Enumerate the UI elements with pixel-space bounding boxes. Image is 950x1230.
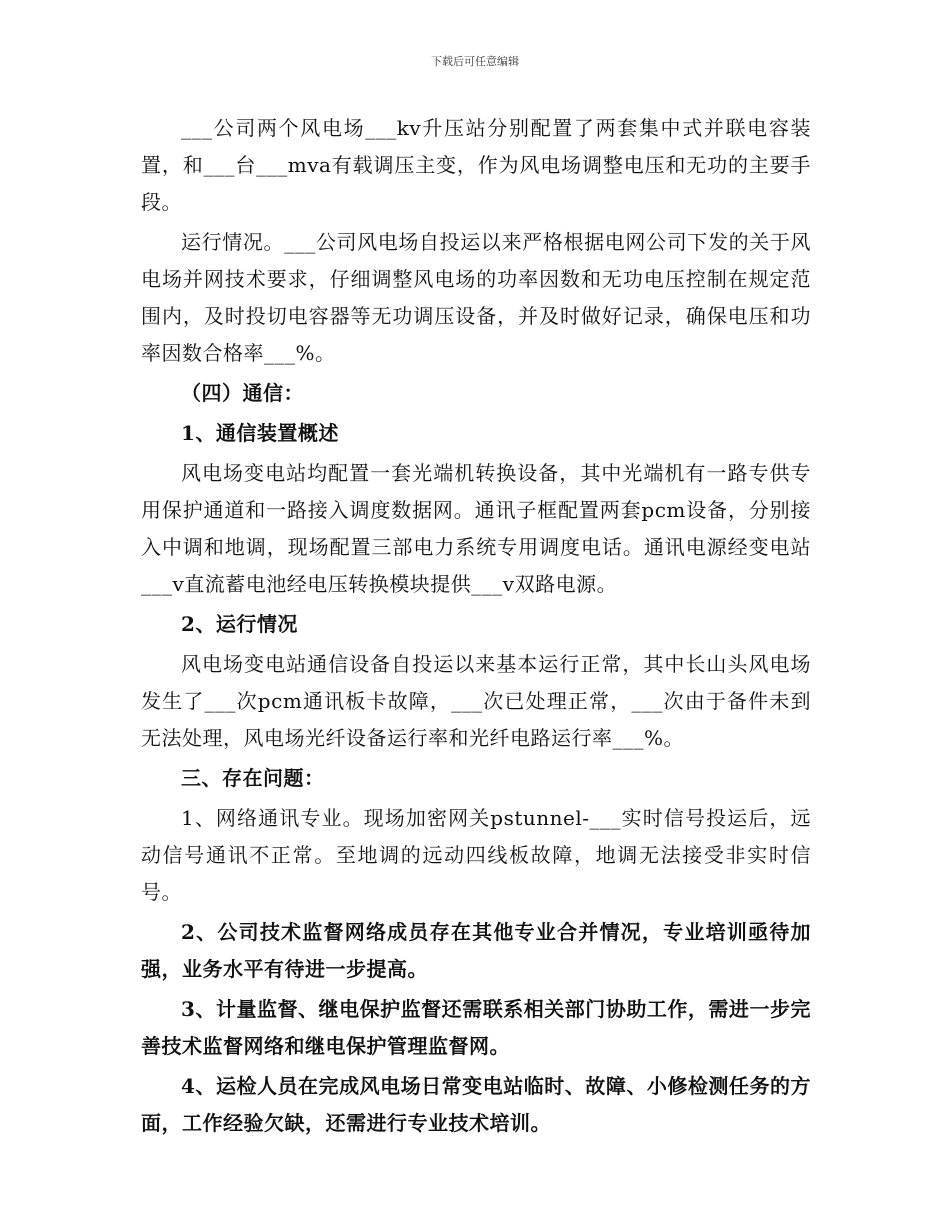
section-heading-communication: （四）通信： [181,381,304,405]
paragraph-operation-status: 运行情况。___公司风电场自投运以来严格根据电网公司下发的关于风电场并网技术要求，仔细调整风电场的功率因数和无功电压控制在规定范围内，及时投切电容器等无功调压设备，并及时做好记录，确保电压和功率因数合格率___%。 [141,230,811,365]
paragraph-problem-4: 4、运检人员在完成风电场日常变电站临时、故障、小修检测任务的方面，工作经验欠缺，还需进行专业技术培训。 [141,1074,811,1135]
page-header: 下载后可任意编辑 [431,55,519,68]
paragraph-problem-1: 1、网络通讯专业。现场加密网关pstunnel-___实时信号投运后，远动信号通讯不正常。至地调的远动四线板故障，地调无法接受非实时信号。 [141,806,811,904]
section-heading-problems: 三、存在问题： [181,766,325,790]
paragraph-communication-operation: 风电场变电站通信设备自投运以来基本运行正常，其中长山头风电场发生了___次pcm通讯板卡故障，___次已处理正常，___次由于备件未到无法处理，风电场光纤设备运行率和光纤电路运行率___%。 [141,652,811,750]
subheading-device-overview: 1、通信装置概述 [181,421,339,445]
subheading-operation: 2、运行情况 [181,612,298,636]
paragraph-device-overview: 风电场变电站均配置一套光端机转换设备，其中光端机有一路专供专用保护通道和一路接入调度数据网。通讯子框配置两套pcm设备，分别接入中调和地调，现场配置三部电力系统专用调度电话。通讯电源经变电站___v直流蓄电池经电压转换模块提供___v双路电源。 [141,461,811,596]
paragraph-capacitor-config: ___公司两个风电场___kv升压站分别配置了两套集中式并联电容装置，和___台___mva有载调压主变，作为风电场调整电压和无功的主要手段。 [141,116,811,214]
document-body [141,110,811,1145]
paragraph-problem-3: 3、计量监督、继电保护监督还需联系相关部门协助工作，需进一步完善技术监督网络和继电保护管理监督网。 [141,997,811,1058]
paragraph-problem-2: 2、公司技术监督网络成员存在其他专业合并情况，专业培训亟待加强，业务水平有待进一步提高。 [141,920,811,981]
